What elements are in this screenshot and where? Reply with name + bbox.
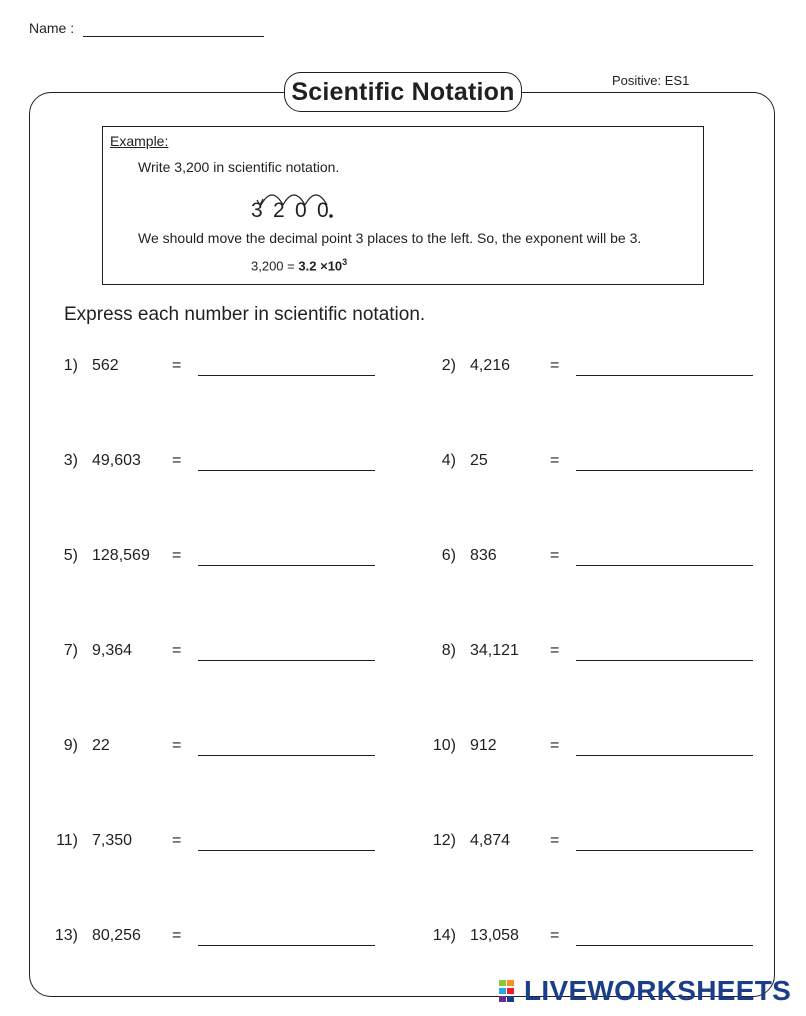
worksheet-title: Scientific Notation — [284, 72, 522, 112]
problem-number: 4) — [441, 452, 456, 469]
answer-line[interactable] — [576, 755, 753, 756]
decimal-point — [329, 214, 333, 218]
problem-value: 4,216 — [470, 357, 511, 374]
liveworksheets-logo — [498, 977, 791, 1005]
answer-line[interactable] — [198, 470, 375, 471]
equals-sign: = — [172, 452, 182, 469]
answer-line[interactable] — [576, 660, 753, 661]
problem-number: 6) — [441, 547, 456, 564]
example-label: Example: — [110, 133, 169, 149]
equals-sign: = — [172, 642, 182, 659]
answer-line[interactable] — [198, 945, 375, 946]
problem-value: 22 — [92, 737, 110, 754]
problem-value: 9,364 — [92, 642, 133, 659]
problem-number: 12) — [432, 832, 456, 849]
problem-value: 13,058 — [470, 927, 519, 944]
problem-value: 128,569 — [92, 547, 150, 564]
decimal-shift-diagram — [243, 187, 373, 223]
result-times: × — [320, 258, 328, 274]
equals-sign: = — [172, 832, 182, 849]
equals-sign: = — [550, 357, 560, 374]
problem-value: 4,874 — [470, 832, 511, 849]
answer-line[interactable] — [198, 660, 375, 661]
problem-value: 836 — [470, 547, 497, 564]
answer-line[interactable] — [198, 850, 375, 851]
example-digit: 3 — [251, 199, 263, 222]
answer-line[interactable] — [576, 850, 753, 851]
result-equals: = — [287, 258, 295, 274]
problem-number: 5) — [63, 547, 78, 564]
worksheet-code: Positive: ES1 — [612, 73, 690, 88]
result-mantissa: 3.2 — [298, 258, 317, 274]
logo-blocks-icon — [498, 979, 524, 1003]
equals-sign: = — [172, 547, 182, 564]
problem-number: 9) — [63, 737, 78, 754]
problem-value: 562 — [92, 357, 119, 374]
result-exponent: 3 — [342, 257, 348, 267]
problem-number: 11) — [56, 832, 78, 849]
equals-sign: = — [550, 642, 560, 659]
problem-value: 49,603 — [92, 452, 141, 469]
logo-wordmark: LIVEWORKSHEETS — [524, 975, 792, 1006]
equals-sign: = — [172, 737, 182, 754]
equals-sign: = — [550, 737, 560, 754]
problem-number: 8) — [441, 642, 456, 659]
example-prompt: Write 3,200 in scientific notation. — [138, 159, 340, 175]
answer-line[interactable] — [198, 755, 375, 756]
problem-number: 14) — [432, 927, 456, 944]
equals-sign: = — [550, 547, 560, 564]
problem-number: 1) — [63, 357, 78, 374]
instruction: Express each number in scientific notation. — [64, 304, 426, 325]
answer-line[interactable] — [576, 565, 753, 566]
example-explanation: We should move the decimal point 3 places to the left. So, the exponent will be 3. — [138, 230, 642, 246]
problem-number: 3) — [63, 452, 78, 469]
equals-sign: = — [550, 832, 560, 849]
example-digit: 0 — [317, 199, 329, 222]
name-input-line[interactable] — [83, 36, 264, 37]
problem-value: 80,256 — [92, 927, 141, 944]
example-result — [251, 257, 347, 273]
equals-sign: = — [550, 927, 560, 944]
example-box — [102, 126, 704, 285]
answer-line[interactable] — [576, 375, 753, 376]
equals-sign: = — [550, 452, 560, 469]
answer-line[interactable] — [576, 945, 753, 946]
example-digit: 2 — [273, 199, 285, 222]
problem-number: 7) — [63, 642, 78, 659]
equals-sign: = — [172, 357, 182, 374]
answer-line[interactable] — [198, 565, 375, 566]
result-original: 3,200 — [251, 258, 284, 274]
name-label: Name : — [29, 20, 75, 36]
problem-value: 912 — [470, 737, 497, 754]
problem-value: 7,350 — [92, 832, 133, 849]
problem-number: 13) — [54, 927, 78, 944]
problem-number: 2) — [441, 357, 456, 374]
equals-sign: = — [172, 927, 182, 944]
problem-value: 25 — [470, 452, 488, 469]
problem-number: 10) — [432, 737, 456, 754]
example-digit: 0 — [295, 199, 307, 222]
answer-line[interactable] — [576, 470, 753, 471]
answer-line[interactable] — [198, 375, 375, 376]
problem-value: 34,121 — [470, 642, 519, 659]
result-base: 10 — [327, 258, 343, 274]
